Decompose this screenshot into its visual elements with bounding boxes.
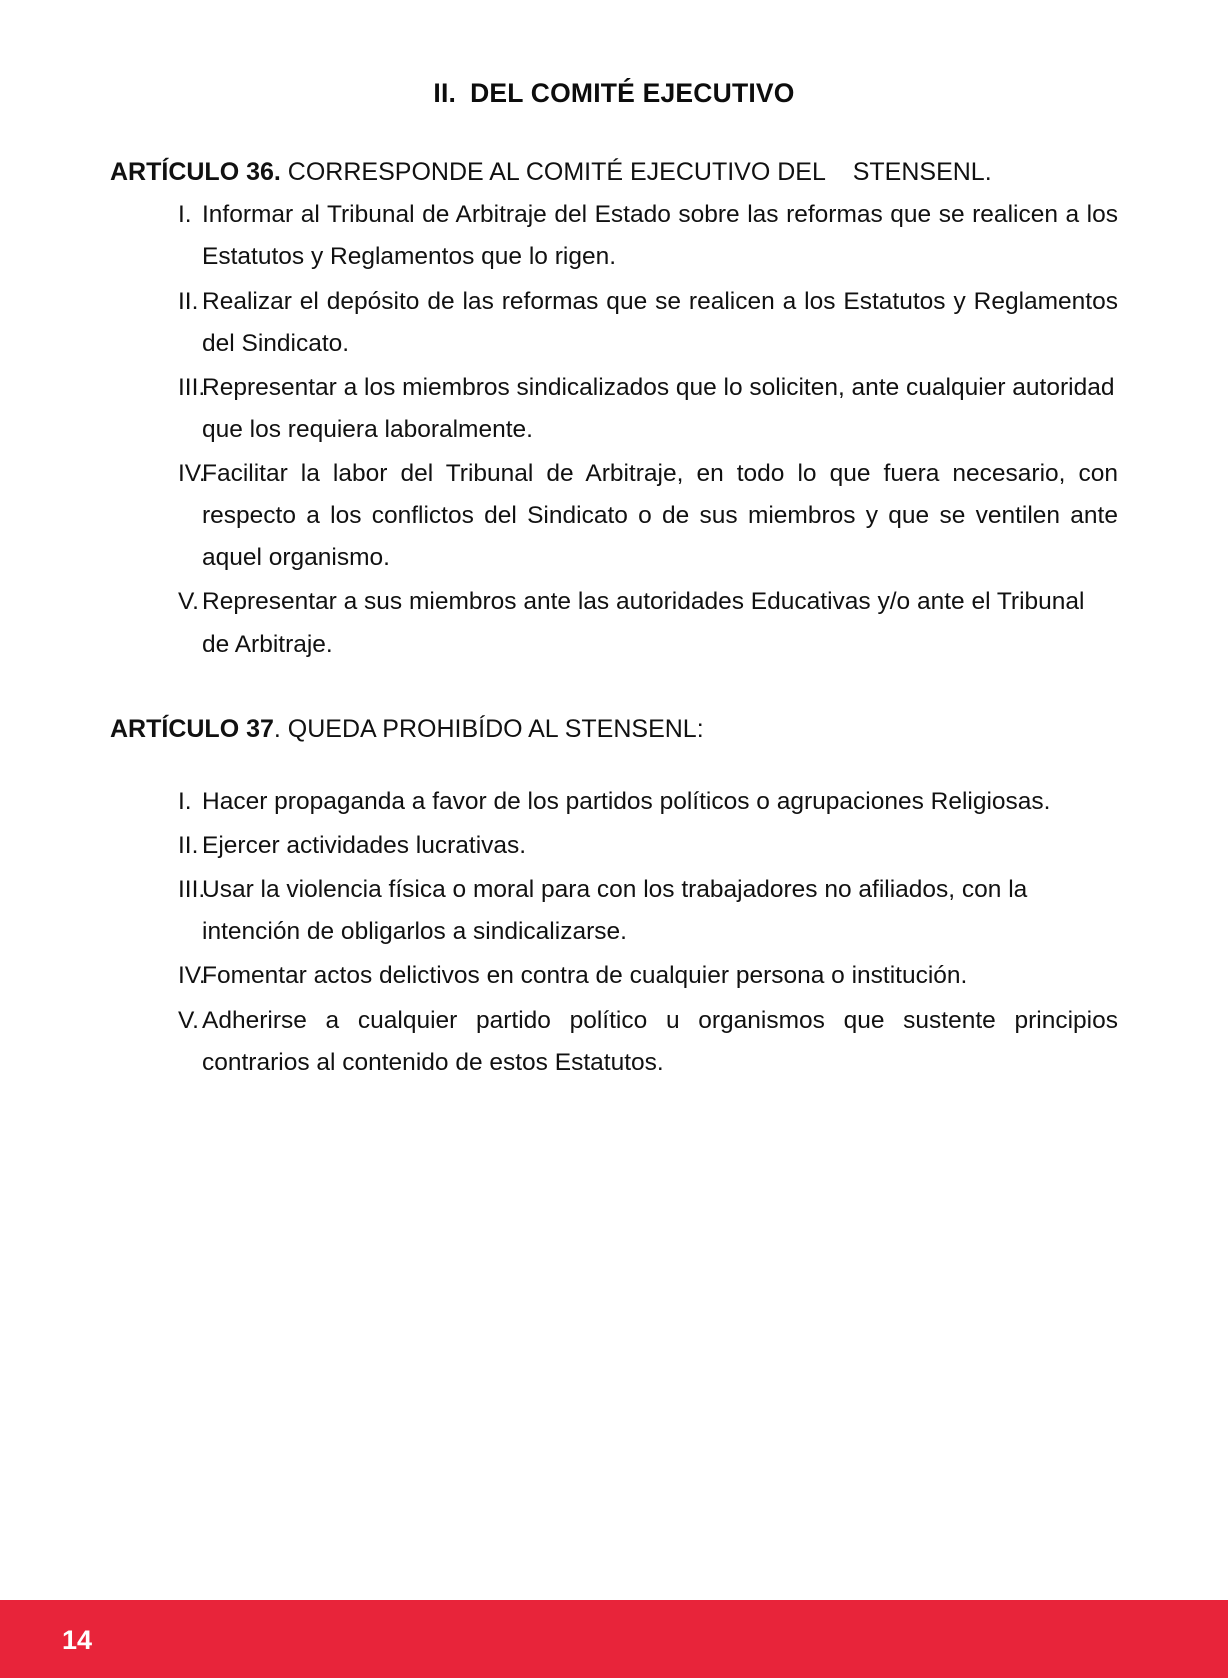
list-item-numeral: III. [178, 373, 206, 401]
list-item-text: Ejercer actividades lucrativas. [202, 832, 527, 859]
list-item-text: Informar al Tribunal de Arbitraje del Estado sobre las reformas que se realicen a los Estatutos y Reglamentos que lo rigen. [202, 201, 1118, 271]
list-item-text: Facilitar la labor del Tribunal de Arbitraje, en todo lo que fuera necesario, con respecto a los conflictos del Sindicato o de sus miembros y que se ventilen ante aquel organismo. [202, 460, 1118, 572]
list-item-numeral: II. [178, 287, 199, 315]
list-item [110, 194, 1118, 278]
list-item-numeral: IV. [178, 962, 206, 990]
list-item [110, 581, 1118, 665]
section-title-text: DEL COMITÉ EJECUTIVO [470, 78, 795, 108]
article-37-list [110, 781, 1118, 1084]
list-item-numeral: I. [178, 201, 192, 229]
list-item [110, 825, 1118, 867]
list-item-numeral: III. [178, 876, 206, 904]
page-number: 14 [62, 1625, 93, 1655]
list-item [110, 781, 1118, 823]
article-37-heading [110, 714, 1118, 745]
section-numeral: II. [433, 78, 457, 108]
list-item-numeral: II. [178, 832, 199, 859]
list-item-numeral: V. [178, 588, 199, 616]
article-36-heading [110, 157, 1118, 188]
article-37-heading-rest: . QUEDA PROHIBÍDO AL STENSENL: [273, 714, 704, 743]
list-item-numeral: I. [178, 787, 192, 815]
article-36-list [110, 194, 1118, 665]
list-item [110, 453, 1118, 579]
article-36-heading-rest: CORRESPONDE AL COMITÉ EJECUTIVO DEL STENSENL. [280, 158, 992, 186]
spacer [110, 755, 1118, 781]
list-item [110, 955, 1118, 997]
list-item [110, 281, 1118, 365]
list-item-text: Representar a sus miembros ante las autoridades Educativas y/o ante el Tribunal de Arbitraje. [202, 588, 1085, 658]
list-item-numeral: IV. [178, 460, 206, 487]
list-item-text: Adherirse a cualquier partido político u organismos que sustente principios contrarios al contenido de estos Estatutos. [202, 1006, 1118, 1076]
list-item-numeral: V. [178, 1006, 199, 1034]
list-item [110, 869, 1118, 953]
article-37-label: ARTÍCULO 37 [110, 714, 274, 743]
list-item-text: Fomentar actos delictivos en contra de cualquier persona o institución. [202, 962, 968, 990]
list-item [110, 1000, 1118, 1084]
section-title [110, 78, 1118, 109]
footer-bar [0, 1600, 1228, 1678]
list-item-text: Representar a los miembros sindicalizados que lo soliciten, ante cualquier autoridad que los requiera laboralmente. [202, 373, 1115, 443]
list-item-text: Usar la violencia física o moral para con los trabajadores no afiliados, con la intención de obligarlos a sindicalizarse. [202, 876, 1028, 946]
list-item-text: Realizar el depósito de las reformas que se realicen a los Estatutos y Reglamentos del Sindicato. [202, 287, 1118, 357]
list-item-text: Hacer propaganda a favor de los partidos políticos o agrupaciones Religiosas. [202, 787, 1051, 815]
article-36-label: ARTÍCULO 36. [110, 158, 281, 186]
list-item [110, 367, 1118, 451]
